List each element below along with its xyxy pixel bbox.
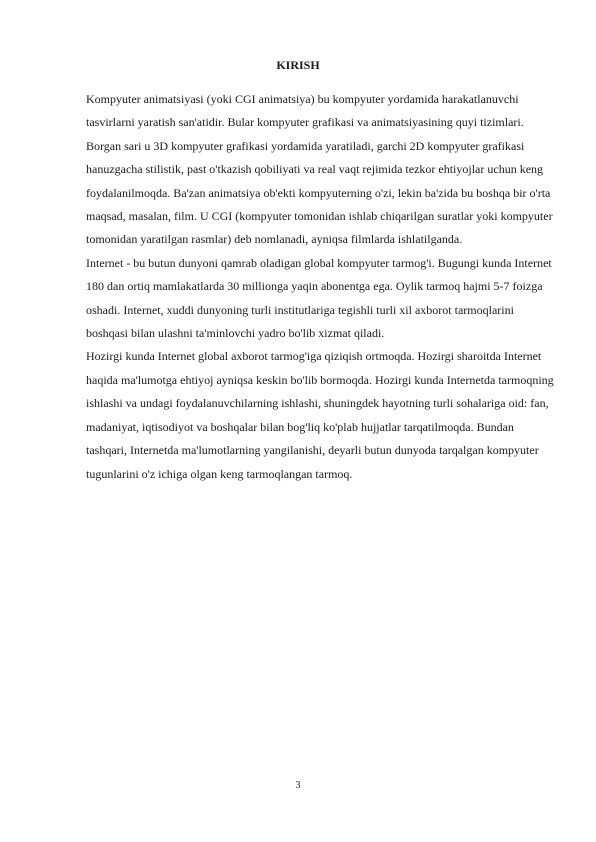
paragraph: Kompyuter animatsiyasi (yoki CGI animatsiya) bu kompyuter yordamida harakatlanuvchi tasvirlarni yaratish san'atidir. Bular kompyuter grafikasi va animatsiyasining quyi tizimlari. Borgan sari u 3D kompyuter grafikasi yordamida yaratiladi, garchi 2D kompyuter grafikasi hanuzgacha stilistik, past o'tkazish qobiliyati va real vaqt rejimida tezkor ehtiyojlar uchun keng foydalanilmoqda. Ba'zan animatsiya ob'ekti kompyuterning o'zi, lekin ba'zida bu boshqa bir o'rta maqsad, masalan, film. U CGI (kompyuter tomonidan ishlab chiqarilgan suratlar yoki kompyuter tomonidan yaratilgan rasmlar) deb nomlanadi, ayniqsa filmlarda ishlatilganda. — [86, 92, 553, 247]
page-number: 3 — [295, 780, 301, 791]
body-text — [86, 88, 556, 486]
section-title: KIRISH — [276, 58, 320, 72]
paragraph: Hozirgi kunda Internet global axborot tarmog'iga qiziqish ortmoqda. Hozirgi sharoitda Internet haqida ma'lumotga ehtiyoj ayniqsa keskin bo'lib bormoqda. Hozirgi kunda Internetda tarmoqning ishlashi va undagi foydalanuvchilarning ishlashi, shuningdek hayotning turli sohalariga oid: fan, madaniyat, iqtisodiyot va boshqalar bilan bog'liq ko'plab hujjatlar tarqatilmoqda. Bundan tashqari, Internetda ma'lumotlarning yangilanishi, deyarli butun dunyoda tarqalgan kompyuter tugunlarini o'z ichiga olgan keng tarmoqlangan tarmoq. — [86, 349, 554, 481]
paragraph: Internet - bu butun dunyoni qamrab oladigan global kompyuter tarmog'i. Bugungi kunda Internet 180 dan ortiq mamlakatlarda 30 millionga yaqin abonentga ega. Oylik tarmoq hajmi 5-7 foizga oshadi. Internet, xuddi dunyoning turli institutlariga tegishli turli xil axborot tarmoqlarini boshqasi bilan ulashni ta'minlovchi yadro bo'lib xizmat qiladi. — [86, 255, 552, 341]
